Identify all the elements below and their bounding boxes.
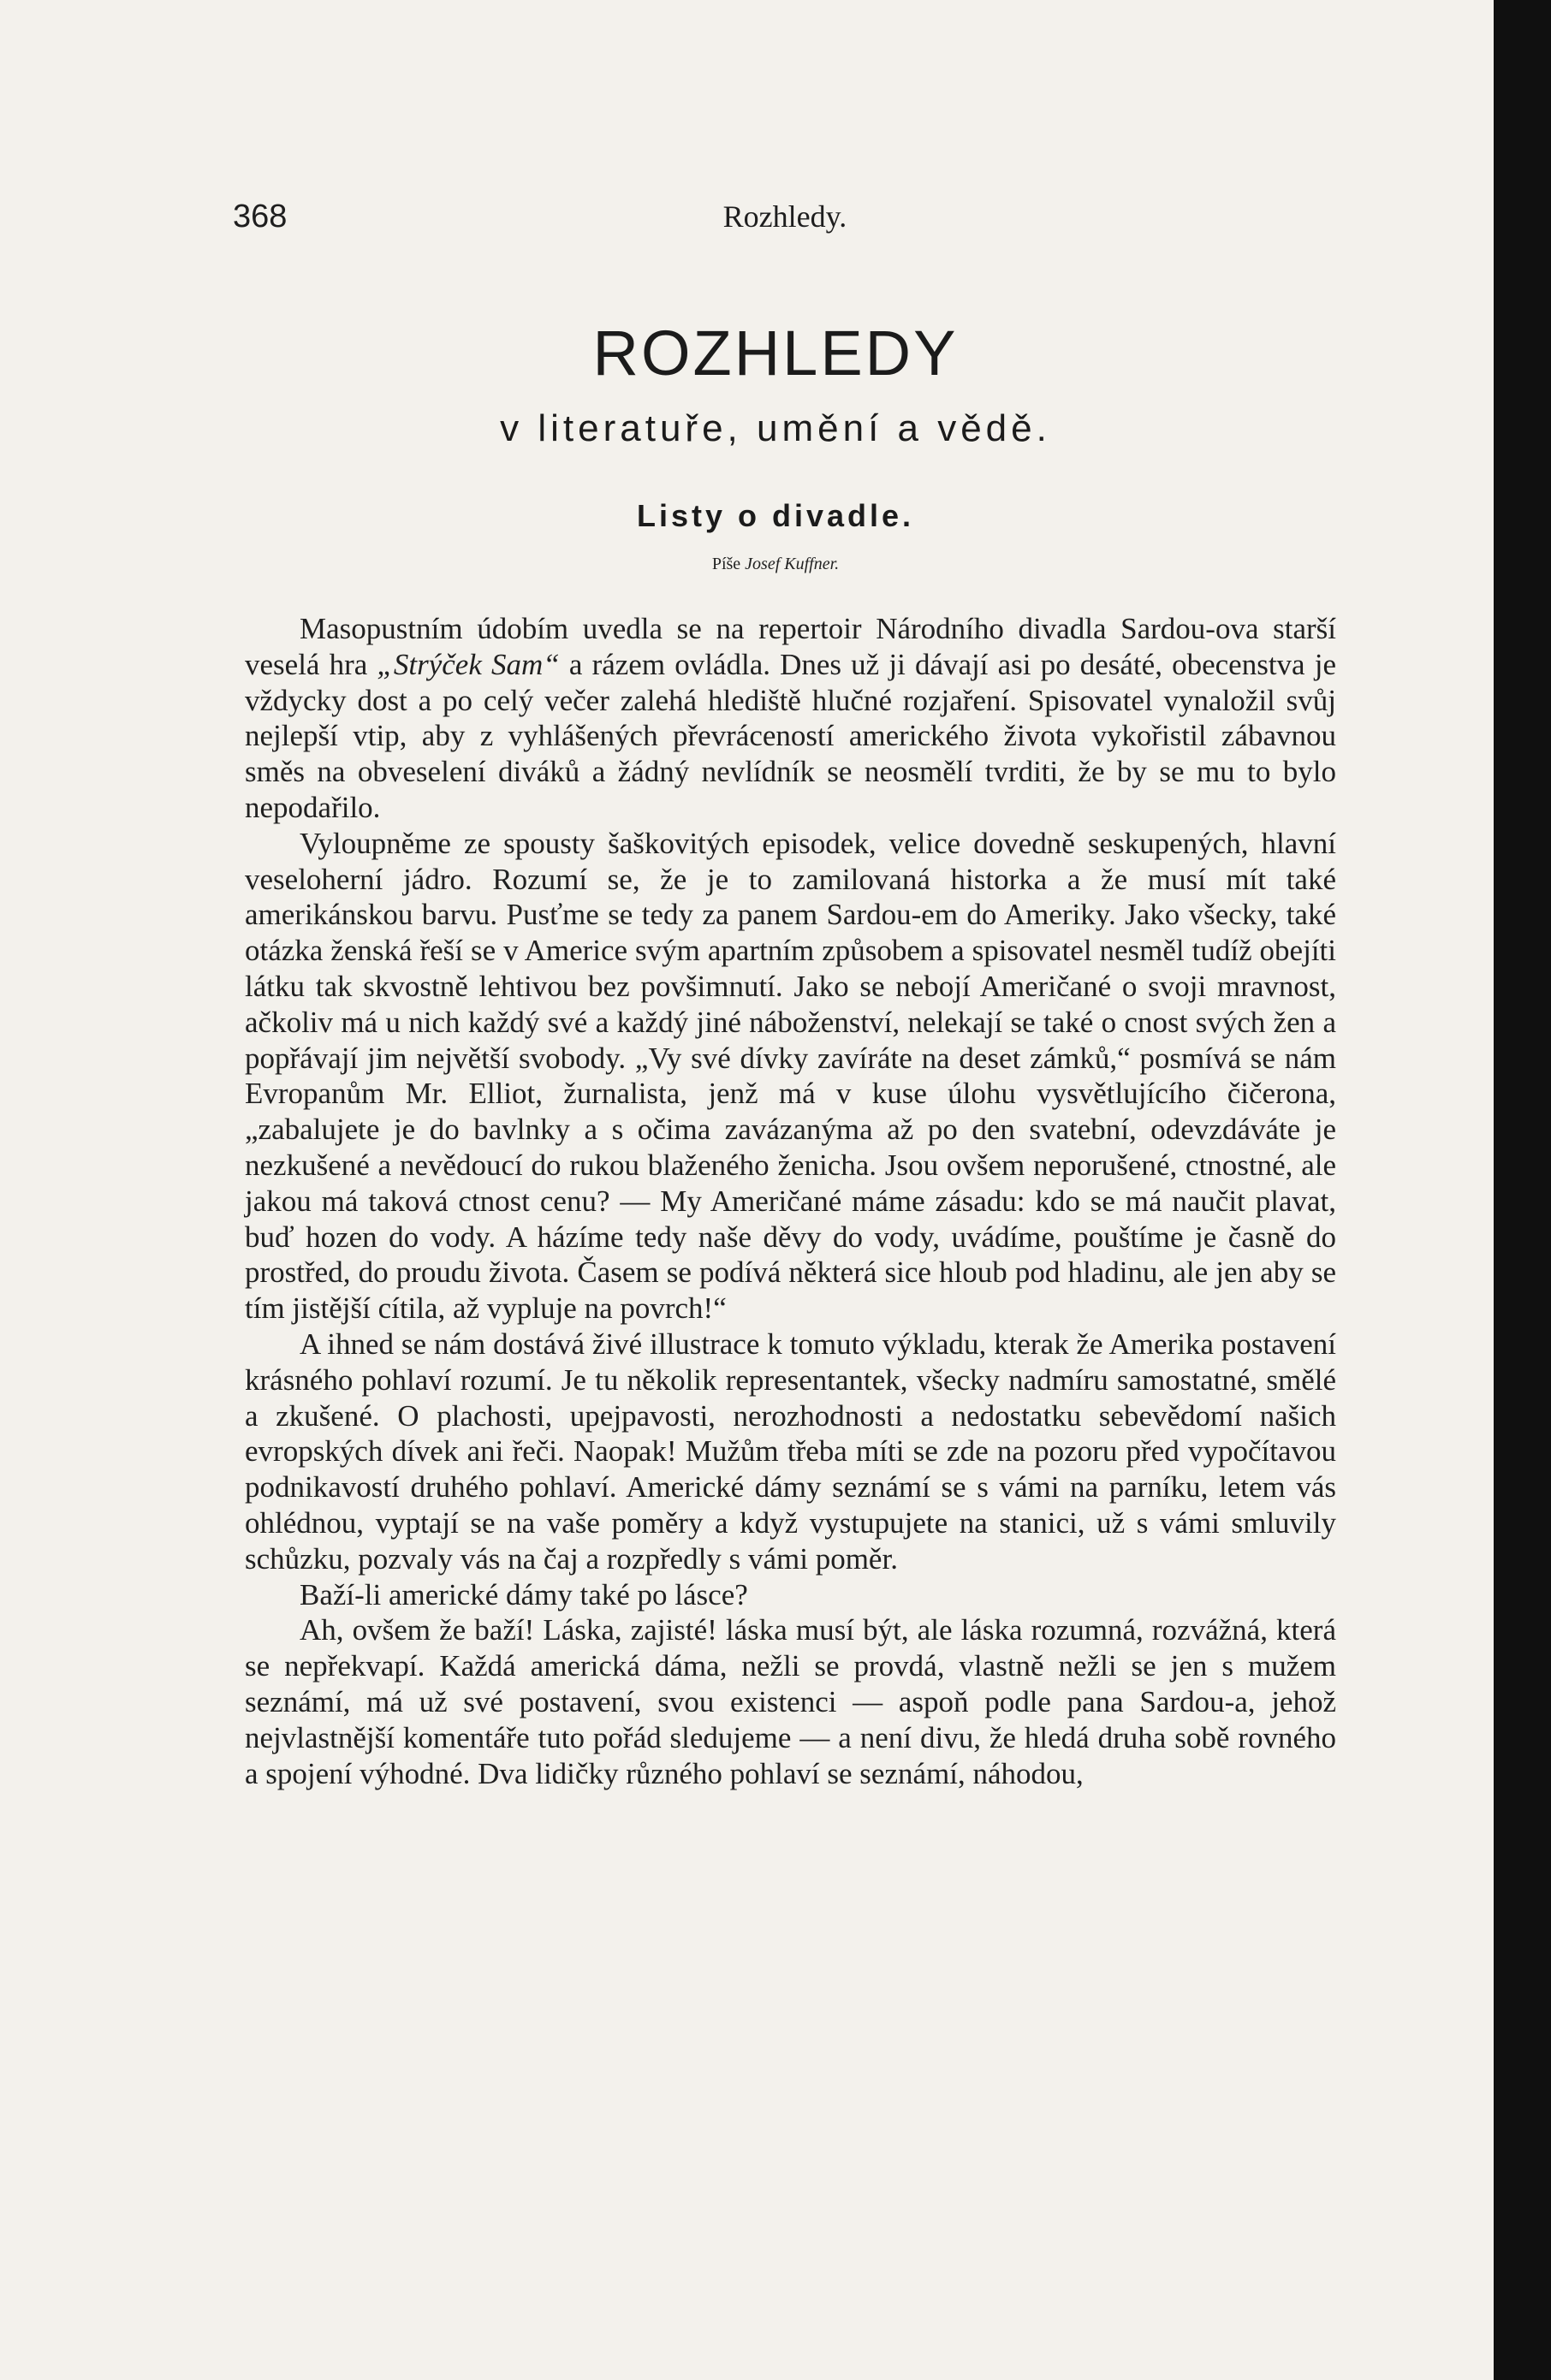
section-title: Listy o divadle. bbox=[636, 498, 915, 533]
paragraph-2: Vyloupněme ze spousty šaškovitých episodek, velice dovedně seskupených, hlavní veseloherní jádro. Rozumí se, že je to zamilovaná historka a že musí mít také amerikánskou barvu. Pusťme se tedy za panem Sardou-em do Ameriky. Jako všecky, také otázka ženská řeší se v Americe svým apartním způsobem a spisovatel nesměl tudíž obejíti látku tak skvostně lehtivou bez povšimnutí. Jako se nebojí Američané o svoji mravnost, ačkoliv má u nich každý své a každý jiné náboženství, nelekají se také o cnost svých žen a popřávají jim největší svobody. „Vy své dívky zavíráte na deset zámků,“ posmívá se nám Evropanům Mr. Elliot, žurnalista, jenž má v kuse úlohu vysvětlujícího čičerona, „zabalujete je do bavlnky a s očima zavázanýma až po den svatební, odevzdáváte je nezkušené a nevědoucí do rukou blaženého ženicha. Jsou ovšem neporušené, ctnostné, ale jakou má taková ctnost cenu? — My Američané máme zásadu: kdo se má naučit plavat, buď hozen do vody. A házíme tedy naše děvy do vody, uvádíme, pouštíme je časně do prostřed, do proudu života. Časem se podívá některá sice hloub pod hladinu, ale jen aby se tím jistější cítila, až vypluje na povrch!“ bbox=[245, 826, 1336, 1326]
running-head: Rozhledy. bbox=[722, 199, 847, 234]
scan-dark-margin bbox=[1494, 0, 1551, 2380]
article-body bbox=[245, 611, 1336, 1791]
page-number: 368 bbox=[233, 199, 288, 234]
paragraph-1-italic-title: „Strýček Sam“ bbox=[377, 647, 560, 681]
byline-author: Josef Kuffner. bbox=[745, 555, 840, 573]
paragraph-1 bbox=[245, 611, 1336, 826]
byline bbox=[0, 555, 1494, 574]
paragraph-3: A ihned se nám dostává živé illustrace k tomuto výkladu, kterak že Amerika postavení krásného pohlaví rozumí. Je tu několik representantek, všecky nadmíru samostatné, smělé a zkušené. O plachosti, upejpavosti, nerozhodnosti a nedostatku sebevědomí našich evropských dívek ani řeči. Naopak! Mužům třeba míti se zde na pozoru před vypočítavou podnikavostí druhého pohlaví. Americké dámy seznámí se s vámi na parníku, letem vás ohlédnou, vyptají se na vaše poměry a když vystupujete na stanici, už s vámi smluvily schůzku, pozvaly vás na čaj a rozpředly s vámi poměr. bbox=[245, 1327, 1336, 1576]
paragraph-5: Ah, ovšem že baží! Láska, zajisté! láska musí být, ale láska rozumná, rozvážná, která se nepřekvapí. Každá americká dáma, nežli se provdá, vlastně nežli se jen s mužem seznámí, má už své postavení, svou existenci — aspoň podle pana Sardou-a, jehož nejvlastnější komentáře tuto pořád sledujeme — a není divu, že hledá druha sobě rovného a spojení výhodné. Dva lidičky různého pohlaví se seznámí, náhodou, bbox=[245, 1613, 1336, 1790]
subtitle: v literatuře, umění a vědě. bbox=[500, 407, 1051, 449]
paragraph-4: Baží-li americké dámy také po lásce? bbox=[300, 1577, 748, 1611]
byline-prefix: Píše bbox=[711, 555, 741, 573]
paragraph-1-after: a rázem ovládla. Dnes už ji dávají asi po desáté, obecenstva je vždycky dost a po celý večer zalehá hlediště hlučné rozjaření. Spisovatel vynaložil svůj nejlepší vtip, aby z vyhlášených převráceností amerického života vykořistil zábavnou směs na obveselení diváků a žádný nevlídník se neosmělí tvrditi, že by se mu to bylo nepodařilo. bbox=[245, 647, 1336, 824]
main-title: ROZHLEDY bbox=[592, 318, 959, 389]
page-header bbox=[233, 199, 1337, 250]
paragraph-1-before: Masopustním údobím uvedla se na repertoir Národního divadla Sardou-ova starší veselá hra bbox=[245, 612, 1336, 681]
